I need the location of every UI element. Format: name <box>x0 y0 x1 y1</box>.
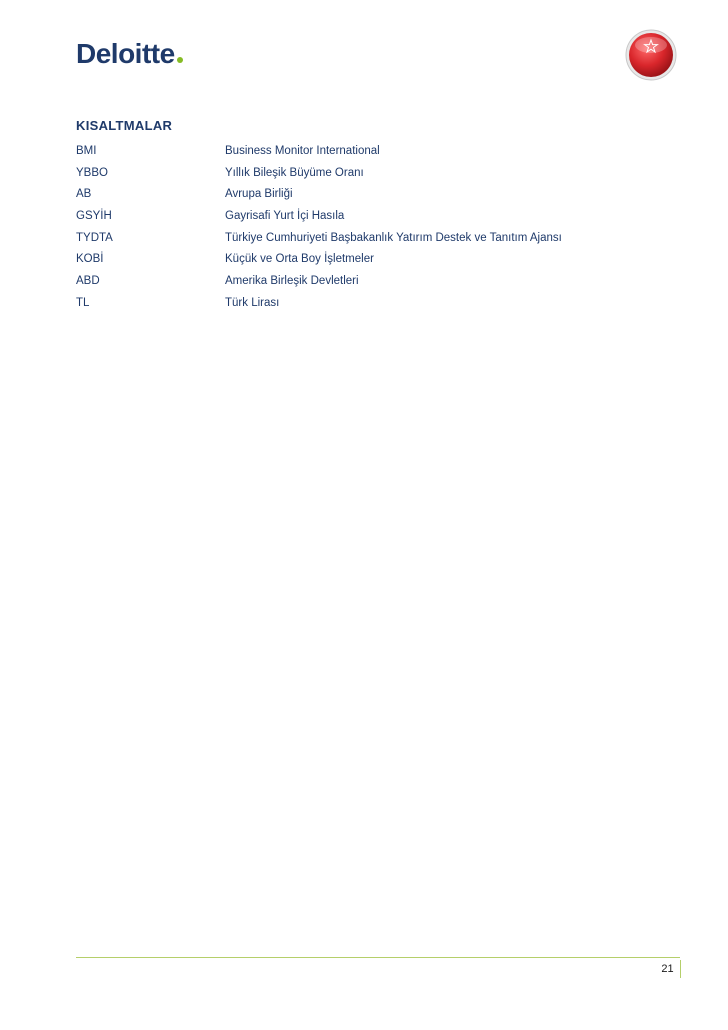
abbreviation-code: AB <box>76 188 92 201</box>
list-item <box>76 248 656 270</box>
list-item <box>76 140 656 162</box>
section-title: KISALTMALAR <box>76 118 173 133</box>
abbreviation-meaning: Business Monitor International <box>225 144 380 157</box>
logo-green-dot <box>177 57 183 63</box>
list-item <box>76 183 656 205</box>
page-number: 21 <box>655 960 681 978</box>
abbreviation-meaning: Yıllık Bileşik Büyüme Oranı <box>225 166 364 179</box>
deloitte-logo <box>76 40 183 68</box>
abbreviation-meaning: Amerika Birleşik Devletleri <box>225 274 359 287</box>
list-item <box>76 227 656 249</box>
abbreviation-code: TL <box>76 296 90 309</box>
abbreviation-code: TYDTA <box>76 231 113 244</box>
abbreviation-code: BMI <box>76 144 97 157</box>
abbreviation-code: KOBİ <box>76 253 104 266</box>
abbreviation-meaning: Türkiye Cumhuriyeti Başbakanlık Yatırım Destek ve Tanıtım Ajansı <box>225 231 562 244</box>
list-item <box>76 205 656 227</box>
abbreviation-meaning: Gayrisafi Yurt İçi Hasıla <box>225 209 345 222</box>
abbreviation-meaning: Türk Lirası <box>225 296 280 309</box>
abbreviation-code: ABD <box>76 274 100 287</box>
footer-divider <box>76 957 680 958</box>
abbreviation-meaning: Küçük ve Orta Boy İşletmeler <box>225 253 374 266</box>
list-item <box>76 162 656 184</box>
list-item <box>76 292 656 314</box>
crescent-star-emblem-icon <box>624 28 678 82</box>
logo-text: Deloitte <box>76 38 175 69</box>
abbreviation-list <box>76 140 656 314</box>
abbreviation-meaning: Avrupa Birliği <box>225 188 293 201</box>
abbreviation-code: GSYİH <box>76 209 112 222</box>
list-item <box>76 270 656 292</box>
abbreviation-code: YBBO <box>76 166 108 179</box>
